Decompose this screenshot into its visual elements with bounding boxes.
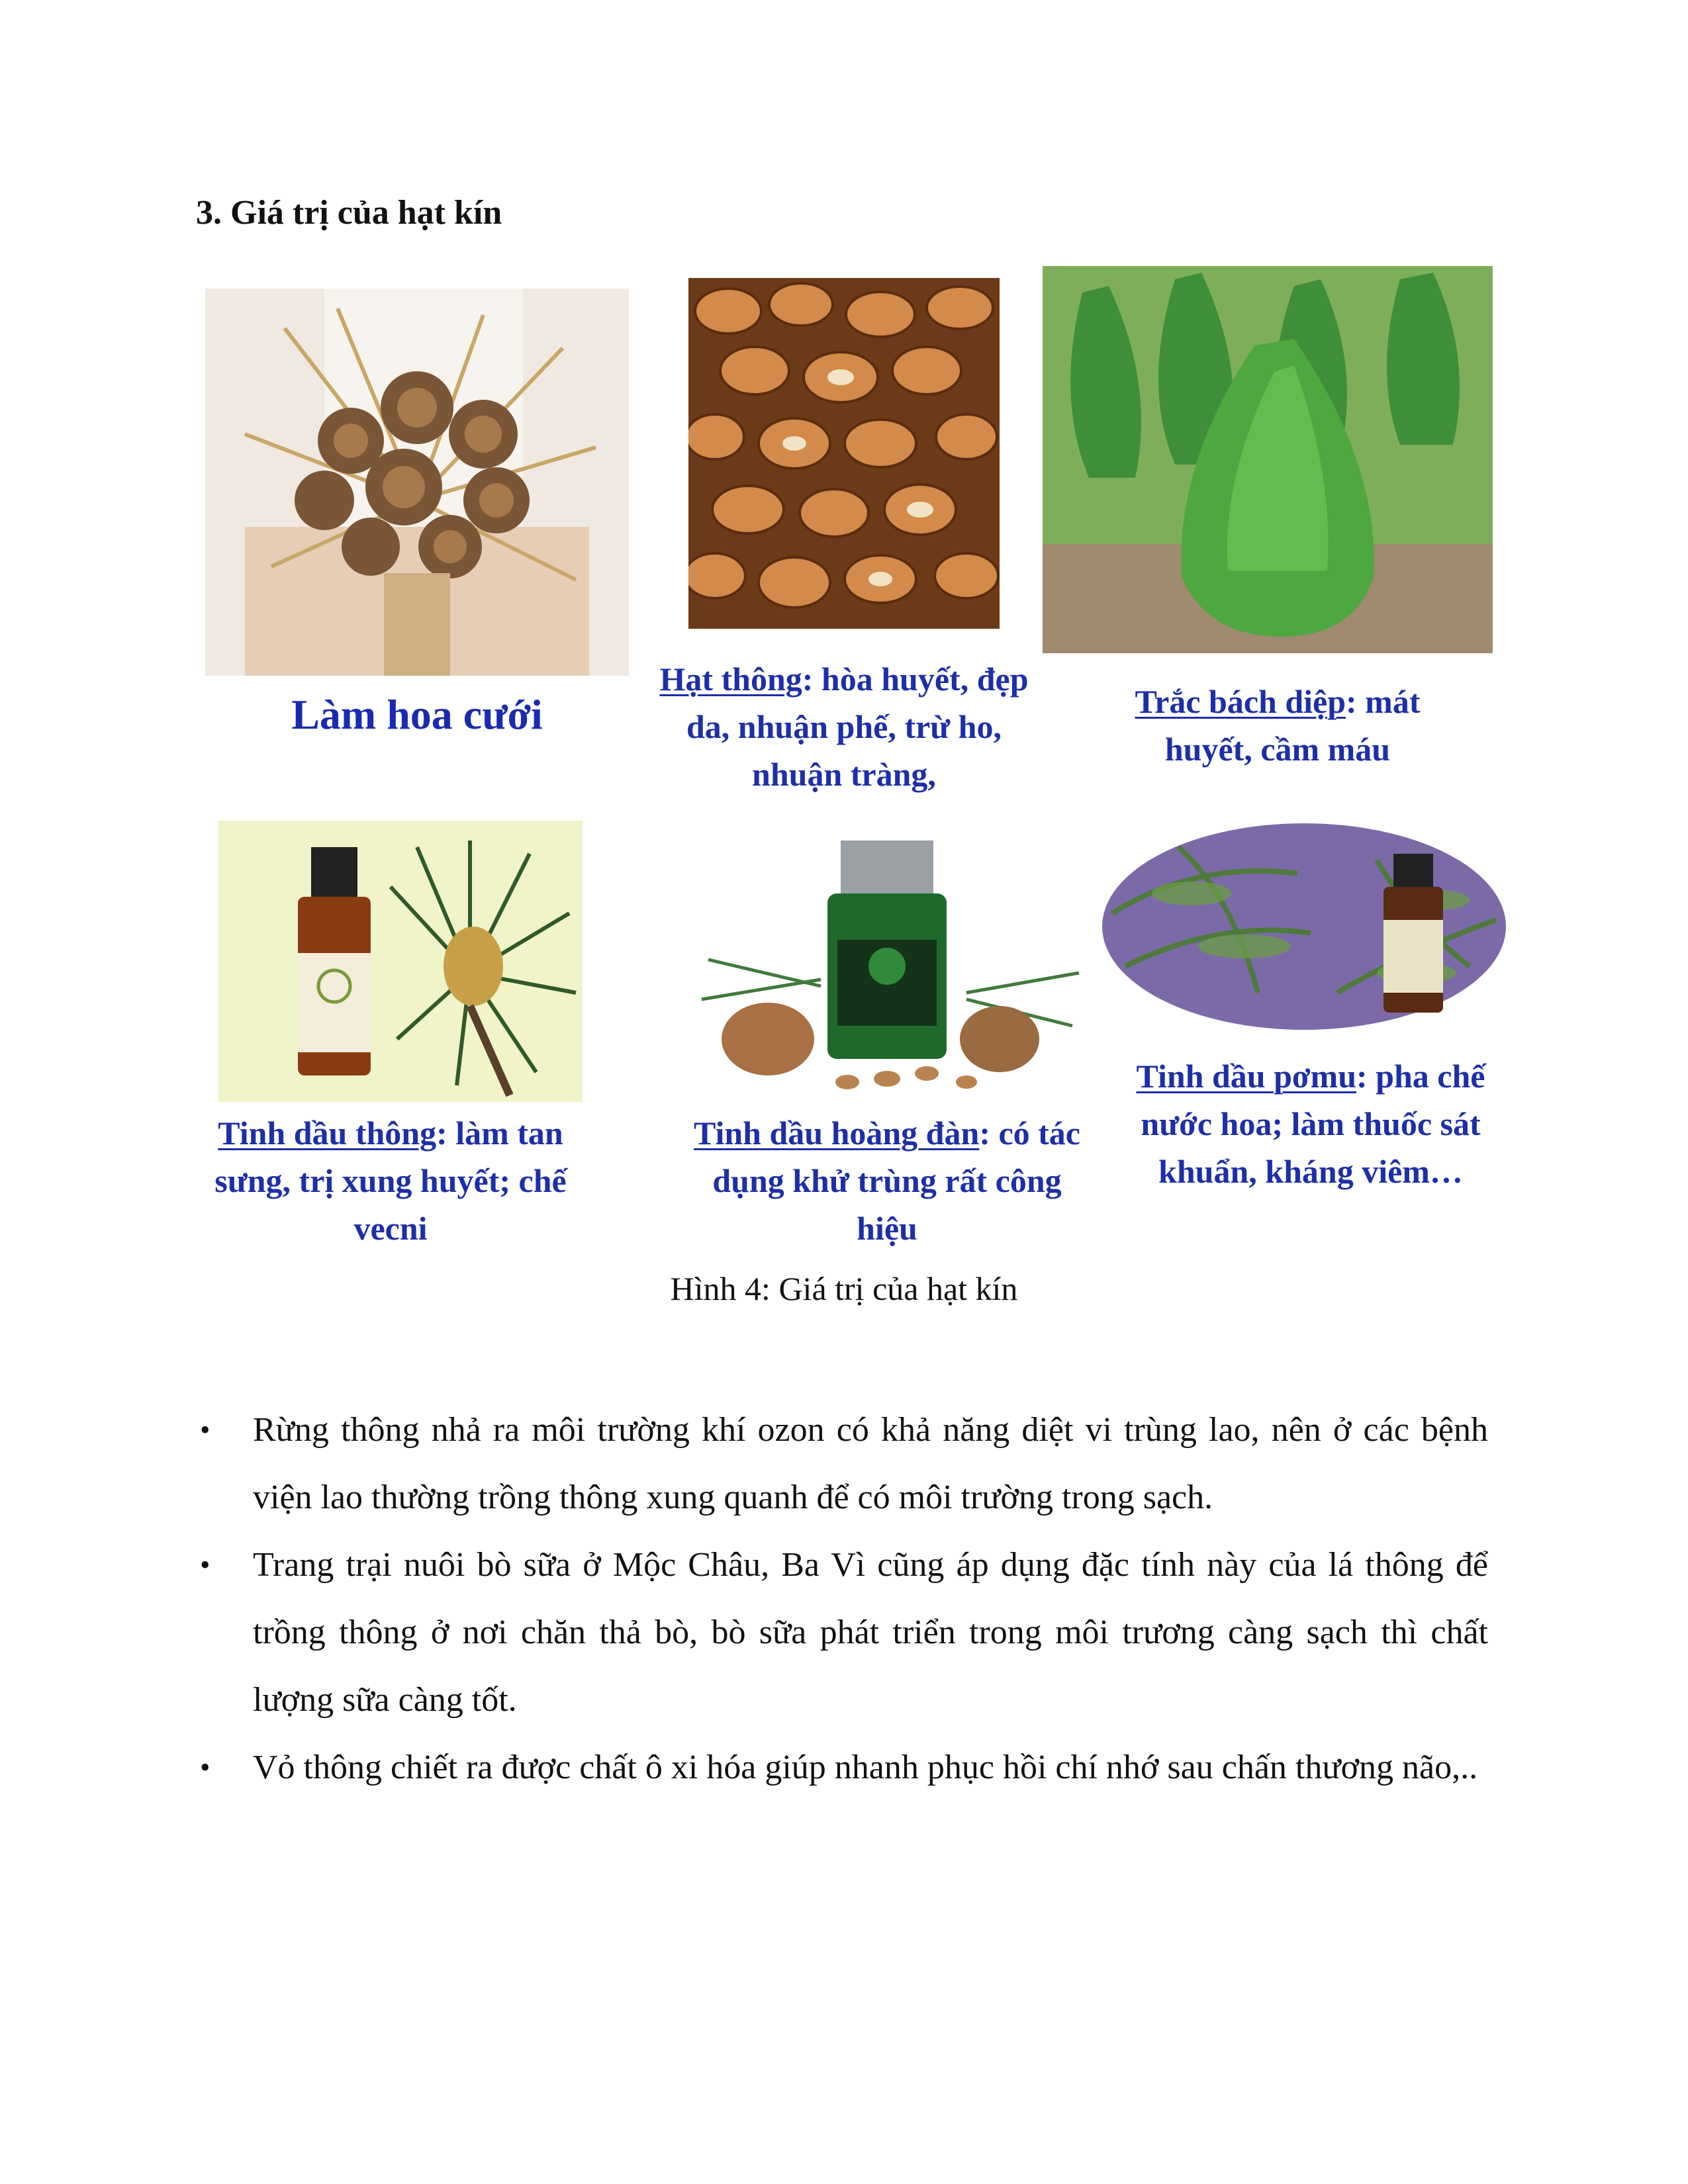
list-item bbox=[196, 1734, 1488, 1801]
caption-term: Hạt thông bbox=[659, 660, 802, 698]
list-item bbox=[196, 1396, 1488, 1531]
caption-term: Tinh dầu pơmu bbox=[1136, 1058, 1357, 1095]
list-item bbox=[196, 1531, 1488, 1734]
pomu-oil-image bbox=[1099, 821, 1509, 1032]
bullet-marker: • bbox=[200, 1751, 211, 1784]
bullet-marker: • bbox=[200, 1549, 211, 1581]
caption-arborvitae: Trắc bách diệp: mát huyết, cầm máu bbox=[1135, 683, 1421, 768]
caption-wedding-flowers: Làm hoa cưới bbox=[291, 691, 543, 738]
bullet-marker: • bbox=[200, 1414, 211, 1446]
pine-nuts-image bbox=[688, 278, 1000, 629]
list-item-text: Trang trại nuôi bò sữa ở Mộc Châu, Ba Vì cũng áp dụng đặc tính này của lá thông để trồng thông ở nơi chăn thả bò, bò sữa phát triển trong môi trương càng sạch thì chất lượng sữa càng tốt. bbox=[253, 1546, 1488, 1719]
pine-oil-image bbox=[218, 821, 583, 1102]
caption-term: Tinh dầu hoàng đàn bbox=[694, 1115, 980, 1152]
list-item-text: Rừng thông nhả ra môi trường khí ozon có khả năng diệt vi trùng lao, nên ở các bệnh viện lao thường trồng thông xung quanh để có môi trường trong sạch. bbox=[253, 1411, 1488, 1516]
caption-pine-oil: Tinh dầu thông: làm tan sưng, trị xung huyết; chế vecni bbox=[214, 1115, 567, 1247]
caption-term: Trắc bách diệp bbox=[1135, 683, 1346, 720]
caption-cedarwood-oil: Tinh dầu hoàng đàn: có tác dụng khử trùng rất công hiệu bbox=[694, 1115, 1080, 1247]
arborvitae-trees-image bbox=[1043, 266, 1493, 653]
caption-term: Tinh dầu thông bbox=[218, 1115, 437, 1152]
cedarwood-oil-image bbox=[688, 827, 1086, 1092]
caption-pine-nuts: Hạt thông: hòa huyết, đẹp da, nhuận phế, trừ ho, nhuận tràng, bbox=[659, 660, 1029, 793]
wedding-bouquet-image bbox=[205, 289, 629, 676]
caption-pomu-oil: Tinh dầu pơmu: pha chế nước hoa; làm thuốc sát khuẩn, kháng viêm… bbox=[1136, 1058, 1485, 1190]
figure-caption: Hình 4: Giá trị của hạt kín bbox=[670, 1270, 1018, 1307]
list-item-text: Vỏ thông chiết ra được chất ô xi hóa giúp nhanh phục hồi chí nhớ sau chấn thương não,.. bbox=[253, 1749, 1478, 1786]
section-heading: 3. Giá trị của hạt kín bbox=[196, 194, 502, 232]
bullet-list bbox=[196, 1396, 1488, 1801]
